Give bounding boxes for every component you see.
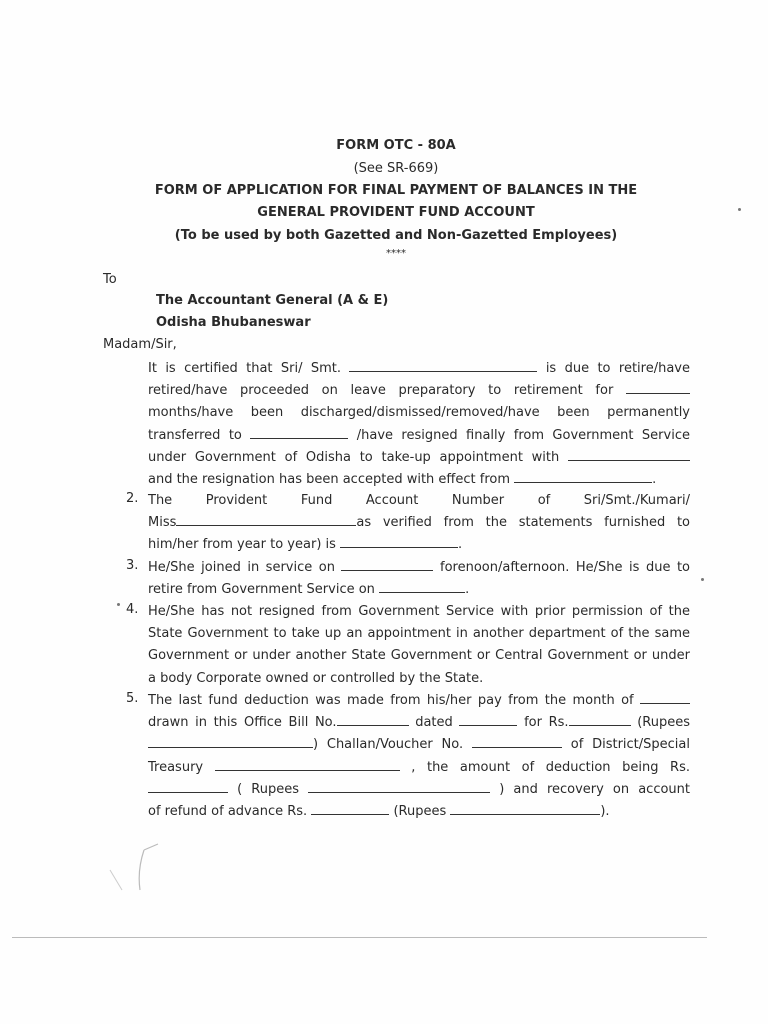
text: ) and recovery on account (499, 781, 691, 797)
text: him/her from year to year) is (148, 537, 336, 553)
text: retire from Government Service on (148, 582, 375, 598)
text: of District/Special (570, 737, 690, 753)
form-title-line2: GENERAL PROVIDENT FUND ACCOUNT (257, 205, 535, 220)
salutation: Madam/Sir, (103, 337, 177, 352)
name-blank[interactable] (349, 360, 537, 372)
text: is due to retire/have (545, 361, 690, 376)
scan-speck (738, 208, 741, 211)
effect-from-blank[interactable] (514, 471, 652, 483)
text: ). (600, 803, 610, 819)
appointment-with-blank[interactable] (568, 449, 690, 461)
text: Government or under another State Government or Central Government or under (148, 648, 690, 664)
to-label: To (103, 272, 117, 287)
paragraph-3 (148, 557, 690, 601)
treasury-blank[interactable] (215, 759, 400, 771)
form-title-line1: FORM OF APPLICATION FOR FINAL PAYMENT OF BALANCES IN THE (154, 183, 638, 198)
item-number: 5. (126, 691, 139, 706)
text: for Rs. (524, 715, 569, 731)
text: (Rupees (637, 715, 690, 731)
month-blank[interactable] (640, 692, 690, 704)
text: as verified from the statements furnished to (356, 515, 690, 531)
pen-mark (100, 840, 170, 900)
text: /have resigned finally from Government Service (356, 427, 690, 443)
text: Treasury (148, 759, 204, 775)
paragraph-5 (148, 690, 690, 823)
text: under Government of Odisha to take-up appointment with (148, 449, 560, 465)
advance-words-blank[interactable] (450, 803, 600, 815)
text: Miss (148, 515, 177, 531)
scan-speck (117, 603, 120, 606)
text: and the resignation has been accepted with effect from (148, 471, 511, 487)
rule-reference: (See SR-669) (353, 161, 439, 176)
text: It is certified that Sri/ Smt. (148, 361, 342, 376)
amount-blank[interactable] (569, 714, 631, 726)
transferred-to-blank[interactable] (250, 427, 348, 439)
deduction-amount-blank[interactable] (148, 781, 228, 793)
text: dated (415, 715, 453, 731)
joining-date-blank[interactable] (341, 559, 433, 571)
text: of refund of advance Rs. (148, 803, 308, 819)
text: forenoon/afternoon. He/She is due to (440, 560, 690, 575)
text: ) Challan/Voucher No. (313, 737, 464, 753)
retirement-date-blank[interactable] (379, 581, 465, 593)
form-subtitle: (To be used by both Gazetted and Non-Gazetted Employees) (174, 228, 618, 243)
addressee-line1: The Accountant General (A & E) (156, 293, 389, 308)
text: He/She joined in service on (148, 560, 335, 575)
item-number: 3. (126, 558, 139, 573)
text: . (465, 582, 470, 598)
paragraph-4 (148, 601, 690, 690)
text: ( Rupees (237, 781, 299, 797)
text: a body Corporate owned or controlled by the State. (148, 670, 484, 686)
account-number-blank[interactable] (340, 536, 458, 548)
separator-stars: **** (386, 248, 406, 259)
page-bottom-rule (12, 937, 707, 938)
form-number: FORM OTC - 80A (336, 138, 456, 153)
addressee-line2: Odisha Bhubaneswar (156, 315, 311, 330)
paragraph-1 (148, 358, 690, 491)
voucher-no-blank[interactable] (472, 736, 562, 748)
text: . (458, 537, 463, 553)
text: drawn in this Office Bill No. (148, 715, 337, 731)
deduction-words-blank[interactable] (308, 781, 490, 793)
paragraph-2 (148, 490, 690, 557)
text: He/She has not resigned from Government Service with prior permission of the (148, 604, 690, 619)
bill-no-blank[interactable] (337, 714, 409, 726)
text: The last fund deduction was made from his/her pay from the month of (148, 693, 634, 708)
account-holder-blank[interactable] (176, 514, 356, 526)
item-number: 2. (126, 491, 139, 506)
text: months/have been discharged/dismissed/removed/have been permanently (148, 405, 690, 421)
text: . (652, 471, 657, 487)
text: The Provident Fund Account Number of Sri/Smt./Kumari/ (148, 493, 690, 508)
advance-amount-blank[interactable] (311, 803, 389, 815)
bill-date-blank[interactable] (459, 714, 517, 726)
text: transferred to (148, 427, 242, 443)
months-blank[interactable] (626, 382, 690, 394)
text: State Government to take up an appointment in another department of the same (148, 626, 690, 642)
item-number: 4. (126, 602, 139, 617)
text: (Rupees (393, 803, 447, 819)
text: retired/have proceeded on leave preparatory to retirement for (148, 383, 614, 399)
scan-speck (701, 578, 704, 581)
amount-words-blank[interactable] (148, 736, 313, 748)
text: , the amount of deduction being Rs. (411, 759, 690, 775)
